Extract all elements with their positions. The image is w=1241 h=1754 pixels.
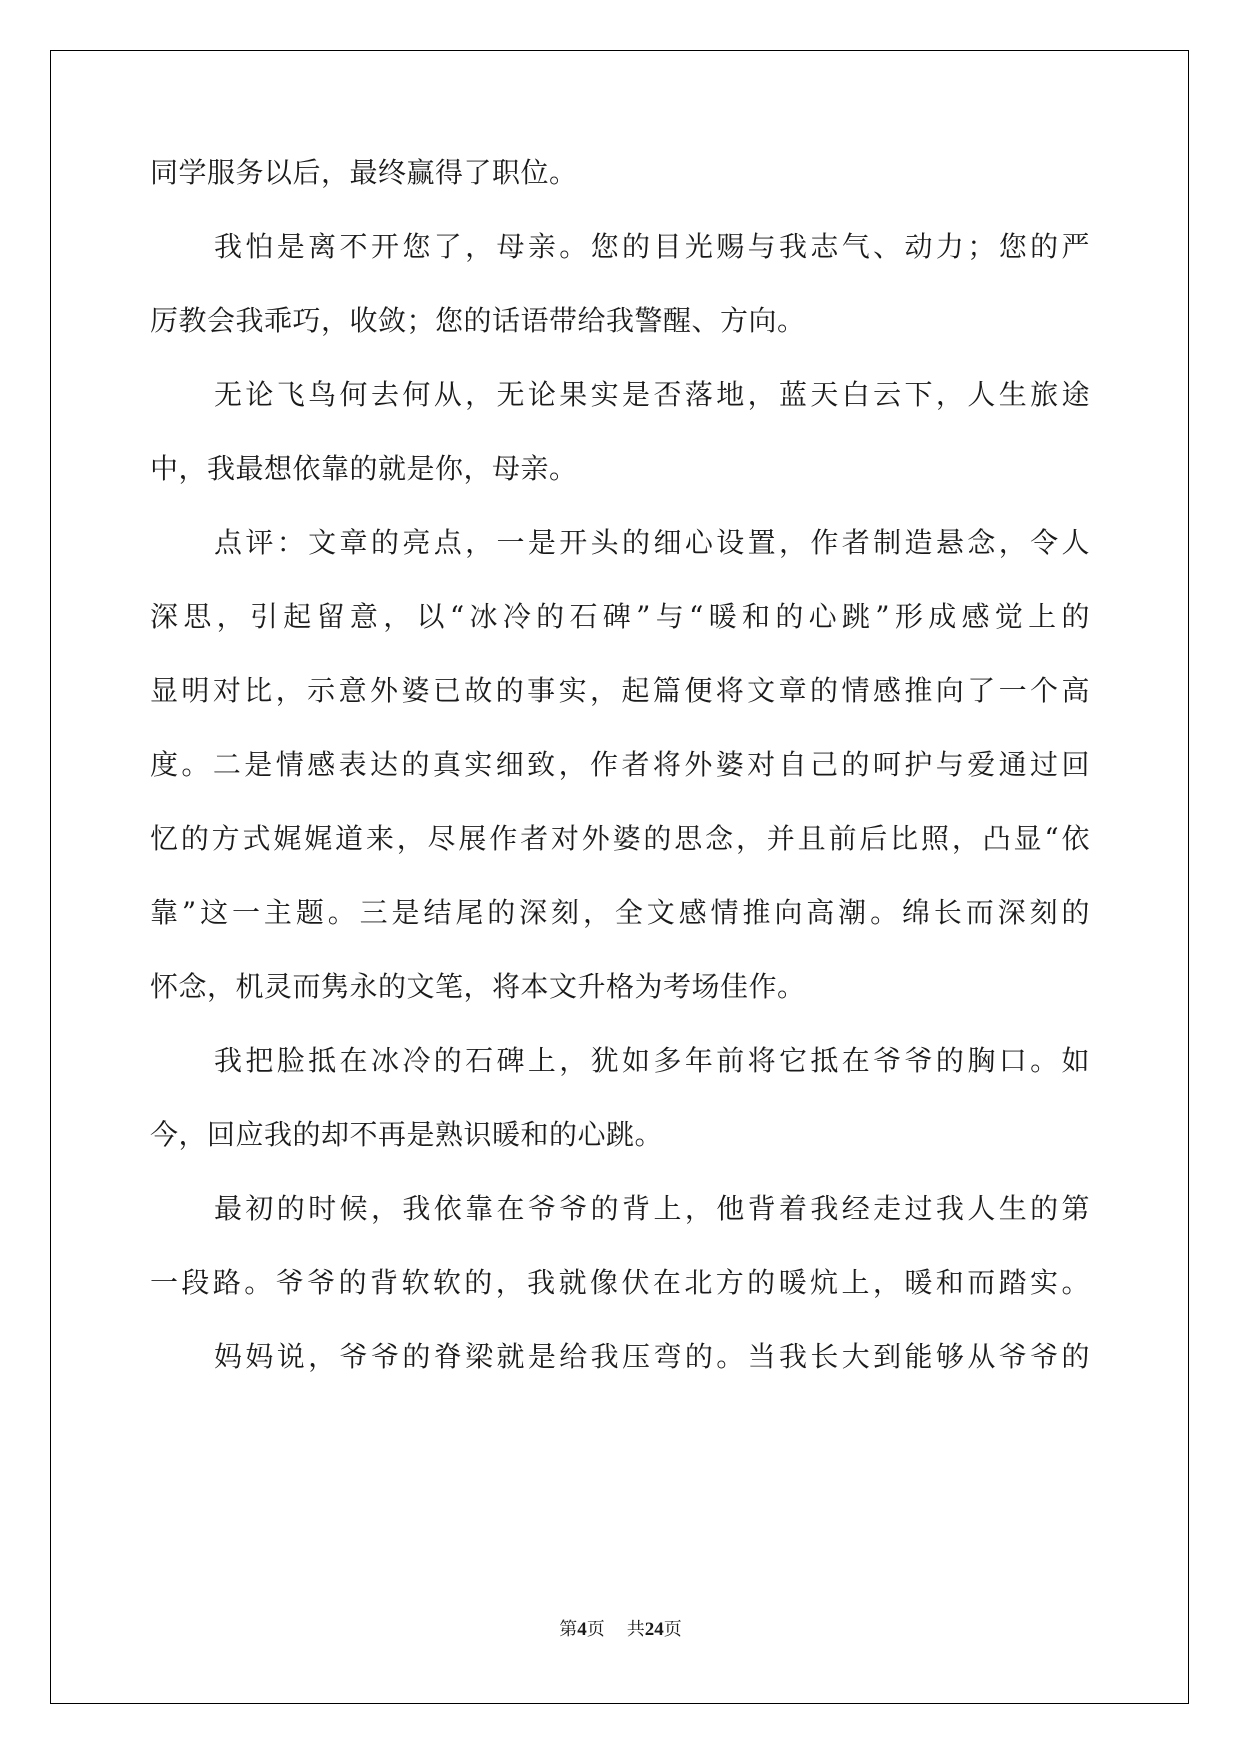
total-suffix: 页 bbox=[663, 1619, 682, 1640]
text-line: 厉教会我乖巧，收敛；您的话语带给我警醒、方向。 bbox=[150, 304, 806, 337]
text-line: 度。二是情感表达的真实细致，作者将外婆对自己的呵护与爱通过回 bbox=[150, 748, 1090, 781]
page-prefix: 第 bbox=[559, 1619, 578, 1640]
text-line: 靠”这一主题。三是结尾的深刻，全文感情推向高潮。绵长而深刻的 bbox=[150, 896, 1090, 929]
text-line: 深思，引起留意，以“冰冷的石碑”与“暖和的心跳”形成感觉上的 bbox=[150, 600, 1090, 633]
text-line: 我怕是离不开您了，母亲。您的目光赐与我志气、动力；您的严 bbox=[214, 230, 1090, 263]
text-line: 怀念，机灵而隽永的文笔，将本文升格为考场佳作。 bbox=[150, 970, 806, 1003]
page-border bbox=[50, 50, 1189, 1704]
text-line: 显明对比，示意外婆已故的事实，起篇便将文章的情感推向了一个高 bbox=[150, 674, 1090, 707]
text-line: 点评：文章的亮点，一是开头的细心设置，作者制造悬念，令人 bbox=[214, 526, 1090, 559]
text-line: 一段路。爷爷的背软软的，我就像伏在北方的暖炕上，暖和而踏实。 bbox=[150, 1266, 1090, 1299]
total-prefix: 共 bbox=[626, 1619, 645, 1640]
text-line: 无论飞鸟何去何从，无论果实是否落地，蓝天白云下，人生旅途 bbox=[214, 378, 1090, 411]
page-footer bbox=[0, 1618, 1241, 1642]
total-page-number: 24 bbox=[644, 1619, 664, 1640]
text-line: 今，回应我的却不再是熟识暖和的心跳。 bbox=[150, 1118, 664, 1151]
current-page-number: 4 bbox=[577, 1619, 587, 1640]
text-line: 忆的方式娓娓道来，尽展作者对外婆的思念，并且前后比照，凸显“依 bbox=[150, 822, 1090, 855]
text-line: 中，我最想依靠的就是你，母亲。 bbox=[150, 452, 578, 485]
text-line: 最初的时候，我依靠在爷爷的背上，他背着我经走过我人生的第 bbox=[214, 1192, 1090, 1225]
text-line: 妈妈说，爷爷的脊梁就是给我压弯的。当我长大到能够从爷爷的 bbox=[214, 1340, 1090, 1373]
page-suffix: 页 bbox=[586, 1619, 605, 1640]
text-line: 同学服务以后，最终赢得了职位。 bbox=[150, 156, 578, 189]
text-line: 我把脸抵在冰冷的石碑上，犹如多年前将它抵在爷爷的胸口。如 bbox=[214, 1044, 1090, 1077]
